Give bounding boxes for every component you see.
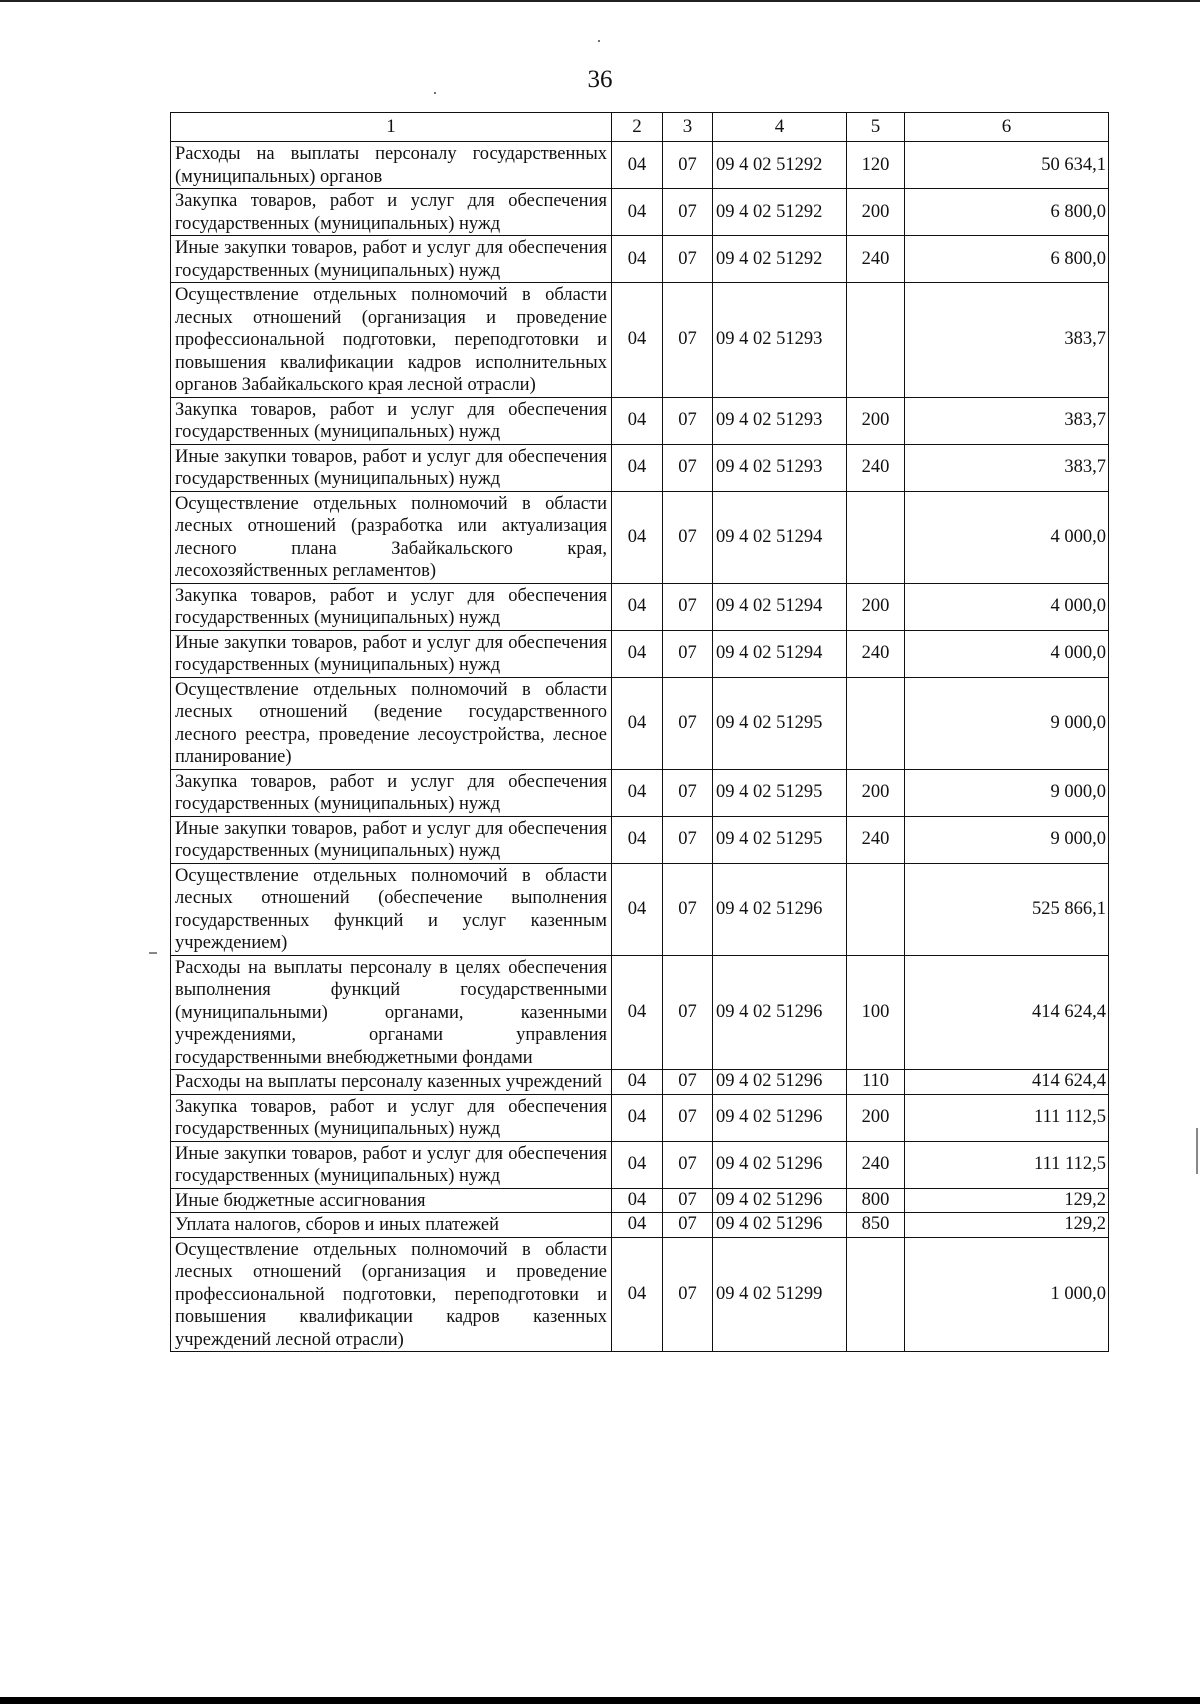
- row-subsection: 07: [663, 583, 713, 630]
- table-row: [171, 491, 1109, 583]
- row-amount: 1 000,0: [905, 1237, 1109, 1352]
- row-expense-type: 200: [847, 189, 905, 236]
- row-section: 04: [612, 283, 663, 398]
- scan-speck: [598, 40, 600, 42]
- row-subsection: 07: [663, 816, 713, 863]
- row-section: 04: [612, 189, 663, 236]
- row-section: 04: [612, 769, 663, 816]
- row-target-code: 09 4 02 51292: [713, 236, 847, 283]
- row-subsection: 07: [663, 769, 713, 816]
- row-section: 04: [612, 236, 663, 283]
- row-section: 04: [612, 1141, 663, 1188]
- row-expense-type: 200: [847, 583, 905, 630]
- row-expense-type: 240: [847, 816, 905, 863]
- row-subsection: 07: [663, 283, 713, 398]
- header-col-1: 1: [171, 113, 612, 142]
- table-row: [171, 1070, 1109, 1095]
- row-expense-type: 100: [847, 955, 905, 1070]
- row-expense-type: 240: [847, 444, 905, 491]
- row-target-code: 09 4 02 51292: [713, 189, 847, 236]
- table-row: [171, 583, 1109, 630]
- row-target-code: 09 4 02 51296: [713, 955, 847, 1070]
- table-row: [171, 444, 1109, 491]
- row-target-code: 09 4 02 51294: [713, 630, 847, 677]
- row-description: Осуществление отдельных полномочий в области лесных отношений (организация и проведение профессиональной подготовки, переподготовки и повышения квалификации кадров казенных учреждений лесной отрасли): [171, 1237, 612, 1352]
- row-expense-type: 240: [847, 236, 905, 283]
- row-target-code: 09 4 02 51295: [713, 769, 847, 816]
- row-target-code: 09 4 02 51296: [713, 1094, 847, 1141]
- row-section: 04: [612, 955, 663, 1070]
- row-description: Расходы на выплаты персоналу в целях обеспечения выполнения функций государственными (муниципальными) органами, казенными учреждениями, органами управления государственными внебюджетными фондами: [171, 955, 612, 1070]
- row-target-code: 09 4 02 51293: [713, 397, 847, 444]
- row-description: Осуществление отдельных полномочий в области лесных отношений (ведение государственного лесного реестра, проведение лесоустройства, лесное планирование): [171, 677, 612, 769]
- table-row: [171, 1213, 1109, 1238]
- row-description: Иные закупки товаров, работ и услуг для обеспечения государственных (муниципальных) нужд: [171, 816, 612, 863]
- header-col-4: 4: [713, 113, 847, 142]
- row-section: 04: [612, 630, 663, 677]
- row-section: 04: [612, 1094, 663, 1141]
- row-target-code: 09 4 02 51296: [713, 1213, 847, 1238]
- row-subsection: 07: [663, 1213, 713, 1238]
- row-description: Иные закупки товаров, работ и услуг для обеспечения государственных (муниципальных) нужд: [171, 236, 612, 283]
- row-amount: 383,7: [905, 444, 1109, 491]
- header-col-6: 6: [905, 113, 1109, 142]
- row-expense-type: 110: [847, 1070, 905, 1095]
- row-target-code: 09 4 02 51296: [713, 1070, 847, 1095]
- row-description: Иные закупки товаров, работ и услуг для обеспечения государственных (муниципальных) нужд: [171, 444, 612, 491]
- row-amount: 525 866,1: [905, 863, 1109, 955]
- table-row: [171, 863, 1109, 955]
- scan-edge-top: [0, 0, 1200, 2]
- row-amount: 6 800,0: [905, 236, 1109, 283]
- row-expense-type: [847, 491, 905, 583]
- row-subsection: 07: [663, 1141, 713, 1188]
- row-amount: 6 800,0: [905, 189, 1109, 236]
- row-section: 04: [612, 1188, 663, 1213]
- row-subsection: 07: [663, 863, 713, 955]
- row-description: Иные закупки товаров, работ и услуг для обеспечения государственных (муниципальных) нужд: [171, 1141, 612, 1188]
- row-section: 04: [612, 491, 663, 583]
- row-amount: 9 000,0: [905, 816, 1109, 863]
- row-expense-type: 850: [847, 1213, 905, 1238]
- row-target-code: 09 4 02 51296: [713, 1141, 847, 1188]
- scan-edge-bottom: [0, 1697, 1200, 1704]
- row-section: 04: [612, 816, 663, 863]
- row-target-code: 09 4 02 51296: [713, 863, 847, 955]
- row-subsection: 07: [663, 1070, 713, 1095]
- row-amount: 414 624,4: [905, 955, 1109, 1070]
- row-target-code: 09 4 02 51293: [713, 283, 847, 398]
- row-amount: 383,7: [905, 283, 1109, 398]
- row-subsection: 07: [663, 236, 713, 283]
- row-amount: 111 112,5: [905, 1094, 1109, 1141]
- row-expense-type: [847, 1237, 905, 1352]
- row-amount: 50 634,1: [905, 142, 1109, 189]
- row-description: Осуществление отдельных полномочий в области лесных отношений (организация и проведение профессиональной подготовки, переподготовки и повышения квалификации кадров исполнительных органов Забайкальского края лесной отрасли): [171, 283, 612, 398]
- scan-speck: [434, 92, 436, 94]
- row-target-code: 09 4 02 51294: [713, 491, 847, 583]
- row-description: Закупка товаров, работ и услуг для обеспечения государственных (муниципальных) нужд: [171, 1094, 612, 1141]
- row-subsection: 07: [663, 677, 713, 769]
- row-target-code: 09 4 02 51299: [713, 1237, 847, 1352]
- table-row: [171, 189, 1109, 236]
- row-amount: 9 000,0: [905, 769, 1109, 816]
- table-row: [171, 677, 1109, 769]
- row-subsection: 07: [663, 142, 713, 189]
- row-description: Уплата налогов, сборов и иных платежей: [171, 1213, 612, 1238]
- row-amount: 129,2: [905, 1213, 1109, 1238]
- row-description: Закупка товаров, работ и услуг для обеспечения государственных (муниципальных) нужд: [171, 397, 612, 444]
- row-expense-type: 120: [847, 142, 905, 189]
- row-description: Иные закупки товаров, работ и услуг для обеспечения государственных (муниципальных) нужд: [171, 630, 612, 677]
- row-subsection: 07: [663, 1237, 713, 1352]
- scan-mark: [149, 952, 157, 954]
- row-subsection: 07: [663, 630, 713, 677]
- row-target-code: 09 4 02 51294: [713, 583, 847, 630]
- row-section: 04: [612, 444, 663, 491]
- row-target-code: 09 4 02 51292: [713, 142, 847, 189]
- table-body: [171, 142, 1109, 1352]
- row-amount: 4 000,0: [905, 630, 1109, 677]
- row-target-code: 09 4 02 51295: [713, 677, 847, 769]
- row-amount: 383,7: [905, 397, 1109, 444]
- row-subsection: 07: [663, 444, 713, 491]
- row-section: 04: [612, 1213, 663, 1238]
- row-description: Иные бюджетные ассигнования: [171, 1188, 612, 1213]
- row-expense-type: 200: [847, 397, 905, 444]
- row-amount: 4 000,0: [905, 583, 1109, 630]
- table-row: [171, 955, 1109, 1070]
- row-amount: 111 112,5: [905, 1141, 1109, 1188]
- table-row: [171, 769, 1109, 816]
- row-section: 04: [612, 397, 663, 444]
- row-description: Осуществление отдельных полномочий в области лесных отношений (разработка или актуализация лесного плана Забайкальского края, лесохозяйственных регламентов): [171, 491, 612, 583]
- header-col-5: 5: [847, 113, 905, 142]
- row-subsection: 07: [663, 189, 713, 236]
- row-description: Закупка товаров, работ и услуг для обеспечения государственных (муниципальных) нужд: [171, 189, 612, 236]
- table-header-row: [171, 113, 1109, 142]
- row-target-code: 09 4 02 51296: [713, 1188, 847, 1213]
- budget-table: [170, 112, 1109, 1352]
- row-subsection: 07: [663, 955, 713, 1070]
- row-subsection: 07: [663, 1188, 713, 1213]
- header-col-2: 2: [612, 113, 663, 142]
- row-section: 04: [612, 1070, 663, 1095]
- row-description: Закупка товаров, работ и услуг для обеспечения государственных (муниципальных) нужд: [171, 583, 612, 630]
- row-description: Закупка товаров, работ и услуг для обеспечения государственных (муниципальных) нужд: [171, 769, 612, 816]
- row-expense-type: [847, 283, 905, 398]
- row-section: 04: [612, 677, 663, 769]
- table-row: [171, 1141, 1109, 1188]
- row-amount: 129,2: [905, 1188, 1109, 1213]
- row-expense-type: [847, 863, 905, 955]
- scan-mark: [1196, 1128, 1198, 1174]
- row-section: 04: [612, 583, 663, 630]
- page-number: 36: [587, 66, 613, 93]
- table-row: [171, 1094, 1109, 1141]
- row-amount: 4 000,0: [905, 491, 1109, 583]
- row-expense-type: 240: [847, 1141, 905, 1188]
- row-section: 04: [612, 1237, 663, 1352]
- table-row: [171, 1188, 1109, 1213]
- table-row: [171, 142, 1109, 189]
- row-target-code: 09 4 02 51293: [713, 444, 847, 491]
- row-amount: 414 624,4: [905, 1070, 1109, 1095]
- row-expense-type: 240: [847, 630, 905, 677]
- row-expense-type: 200: [847, 769, 905, 816]
- row-amount: 9 000,0: [905, 677, 1109, 769]
- header-col-3: 3: [663, 113, 713, 142]
- row-section: 04: [612, 863, 663, 955]
- table-row: [171, 236, 1109, 283]
- table-row: [171, 816, 1109, 863]
- row-subsection: 07: [663, 491, 713, 583]
- row-section: 04: [612, 142, 663, 189]
- table-row: [171, 397, 1109, 444]
- table-row: [171, 283, 1109, 398]
- row-description: Расходы на выплаты персоналу казенных учреждений: [171, 1070, 612, 1095]
- row-expense-type: 200: [847, 1094, 905, 1141]
- row-subsection: 07: [663, 397, 713, 444]
- table-row: [171, 630, 1109, 677]
- row-description: Расходы на выплаты персоналу государственных (муниципальных) органов: [171, 142, 612, 189]
- row-subsection: 07: [663, 1094, 713, 1141]
- table-row: [171, 1237, 1109, 1352]
- row-target-code: 09 4 02 51295: [713, 816, 847, 863]
- row-expense-type: [847, 677, 905, 769]
- row-description: Осуществление отдельных полномочий в области лесных отношений (обеспечение выполнения государственных функций и услуг казенным учреждением): [171, 863, 612, 955]
- row-expense-type: 800: [847, 1188, 905, 1213]
